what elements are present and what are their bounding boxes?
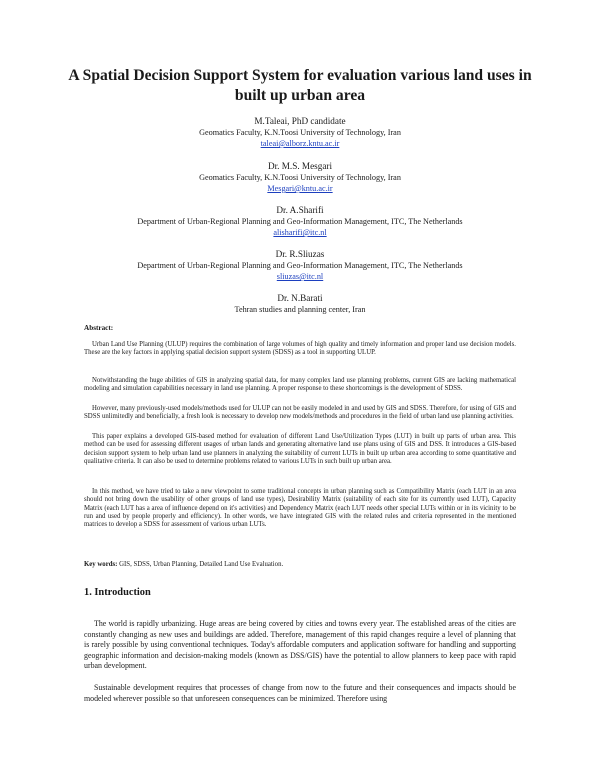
keywords: [84, 561, 516, 569]
author-affiliation: Geomatics Faculty, K.N.Toosi University of Technology, Iran: [199, 128, 401, 137]
author-name: Dr. M.S. Mesgari: [267, 161, 333, 171]
abstract-paragraph: However, many previously-used models/methods used for ULUP can not be easily modeled in and used by GIS and SDSS. Therefore, for using of GIS and SDSS unlimitedly and beneficially, a fresh look is necessary to develop new models/methods and procedures in the field of urban land use planning activities.: [84, 405, 516, 421]
paper-title: A Spatial Decision Support System for evaluation various land uses in built up urban area: [68, 67, 532, 104]
author-email-link[interactable]: sliuzas@itc.nl: [276, 272, 324, 281]
body-paragraph: Sustainable development requires that processes of change from now to the future and their consequences and impacts should be modeled wherever possible so that unforeseen consequences can be minimized. Therefore using: [84, 683, 516, 703]
abstract-paragraph: In this method, we have tried to take a new viewpoint to some traditional concepts in urban planning such as Compatibility Matrix (each LUT in an area should not bring down the usability of other groups of land use types), Desirability Matrix (suitability of each site for its currently used LUT), Capacity Matrix (each LUT has a area of influence depend on it's activities) and Dependency Matrix (each LUT needs other special LUTs within or in its vicinity to be run and used by people properly and efficiency). In other words, we have integrated GIS with the related rules and criteria represented in the mentioned matrices to develop a SDSS for assessment of various urban LUTs.: [84, 488, 516, 529]
author-block: [40, 115, 560, 149]
author-name: M.Taleai, PhD candidate: [254, 116, 346, 126]
author-email-link[interactable]: Mesgari@kntu.ac.ir: [267, 184, 333, 193]
body-paragraph: The world is rapidly urbanizing. Huge areas are being covered by cities and towns every year. The established areas of the cities are constantly changing as new uses and buildings are added. Therefore, management of this rapid changes require a level of planning that is rarely possible by using conventional techniques. Today's affordable computers and application software for handling and supporting geographic information and decision-making models (known as DSS/GIS) have the potential to allow planners to keep pace with rapid urban development.: [84, 619, 516, 670]
author-affiliation: Tehran studies and planning center, Iran: [234, 305, 366, 314]
section-heading: 1. Introduction: [84, 587, 151, 598]
author-block: [40, 248, 560, 282]
author-name: Dr. R.Sliuzas: [275, 249, 325, 259]
abstract-paragraph: This paper explains a developed GIS-based method for evaluation of different Land Use/Utilization Types (LUT) in built up parts of urban area. This method can be used for assessing different usages of urban lands and generating alternative land use plans using of GIS and DSS. It introduces a GIS-based decision support system to help urban land use planners in analyzing the suitability of current LUTs in built up urban area according to some quantitative and qualitative criteria. It can also be used to determine problems related to various LUTs in such built up urban area.: [84, 433, 516, 465]
author-block: [40, 160, 560, 194]
abstract-label: Abstract:: [84, 324, 114, 332]
author-name: Dr. N.Barati: [277, 293, 323, 303]
keywords-text: GIS, SDSS, Urban Planning, Detailed Land Use Evaluation.: [119, 561, 284, 568]
author-affiliation: Department of Urban-Regional Planning and Geo-Information Management, ITC, The Netherlands: [137, 217, 463, 226]
author-block: [40, 292, 560, 315]
author-affiliation: Geomatics Faculty, K.N.Toosi University of Technology, Iran: [199, 173, 401, 182]
author-affiliation: Department of Urban-Regional Planning and Geo-Information Management, ITC, The Netherlands: [137, 261, 463, 270]
author-block: [40, 204, 560, 238]
abstract-paragraph: Notwithstanding the huge abilities of GIS in analyzing spatial data, for many complex land use planning problems, current GIS are lacking mathematical modeling and simulation capabilities necessary in land use planning. A proper response to these shortcomings is the development of SDSS.: [84, 377, 516, 393]
author-email-link[interactable]: alisharifi@itc.nl: [273, 228, 327, 237]
author-name: Dr. A.Sharifi: [276, 205, 324, 215]
keywords-label: Key words:: [84, 561, 118, 568]
author-email-link[interactable]: taleai@alborz.kntu.ac.ir: [260, 139, 340, 148]
abstract-paragraph: Urban Land Use Planning (ULUP) requires the combination of large volumes of high quality and timely information and proper land use decision models. These are the key factors in applying spatial decision support system (SDSS) as a tool in supporting ULUP.: [84, 341, 516, 357]
